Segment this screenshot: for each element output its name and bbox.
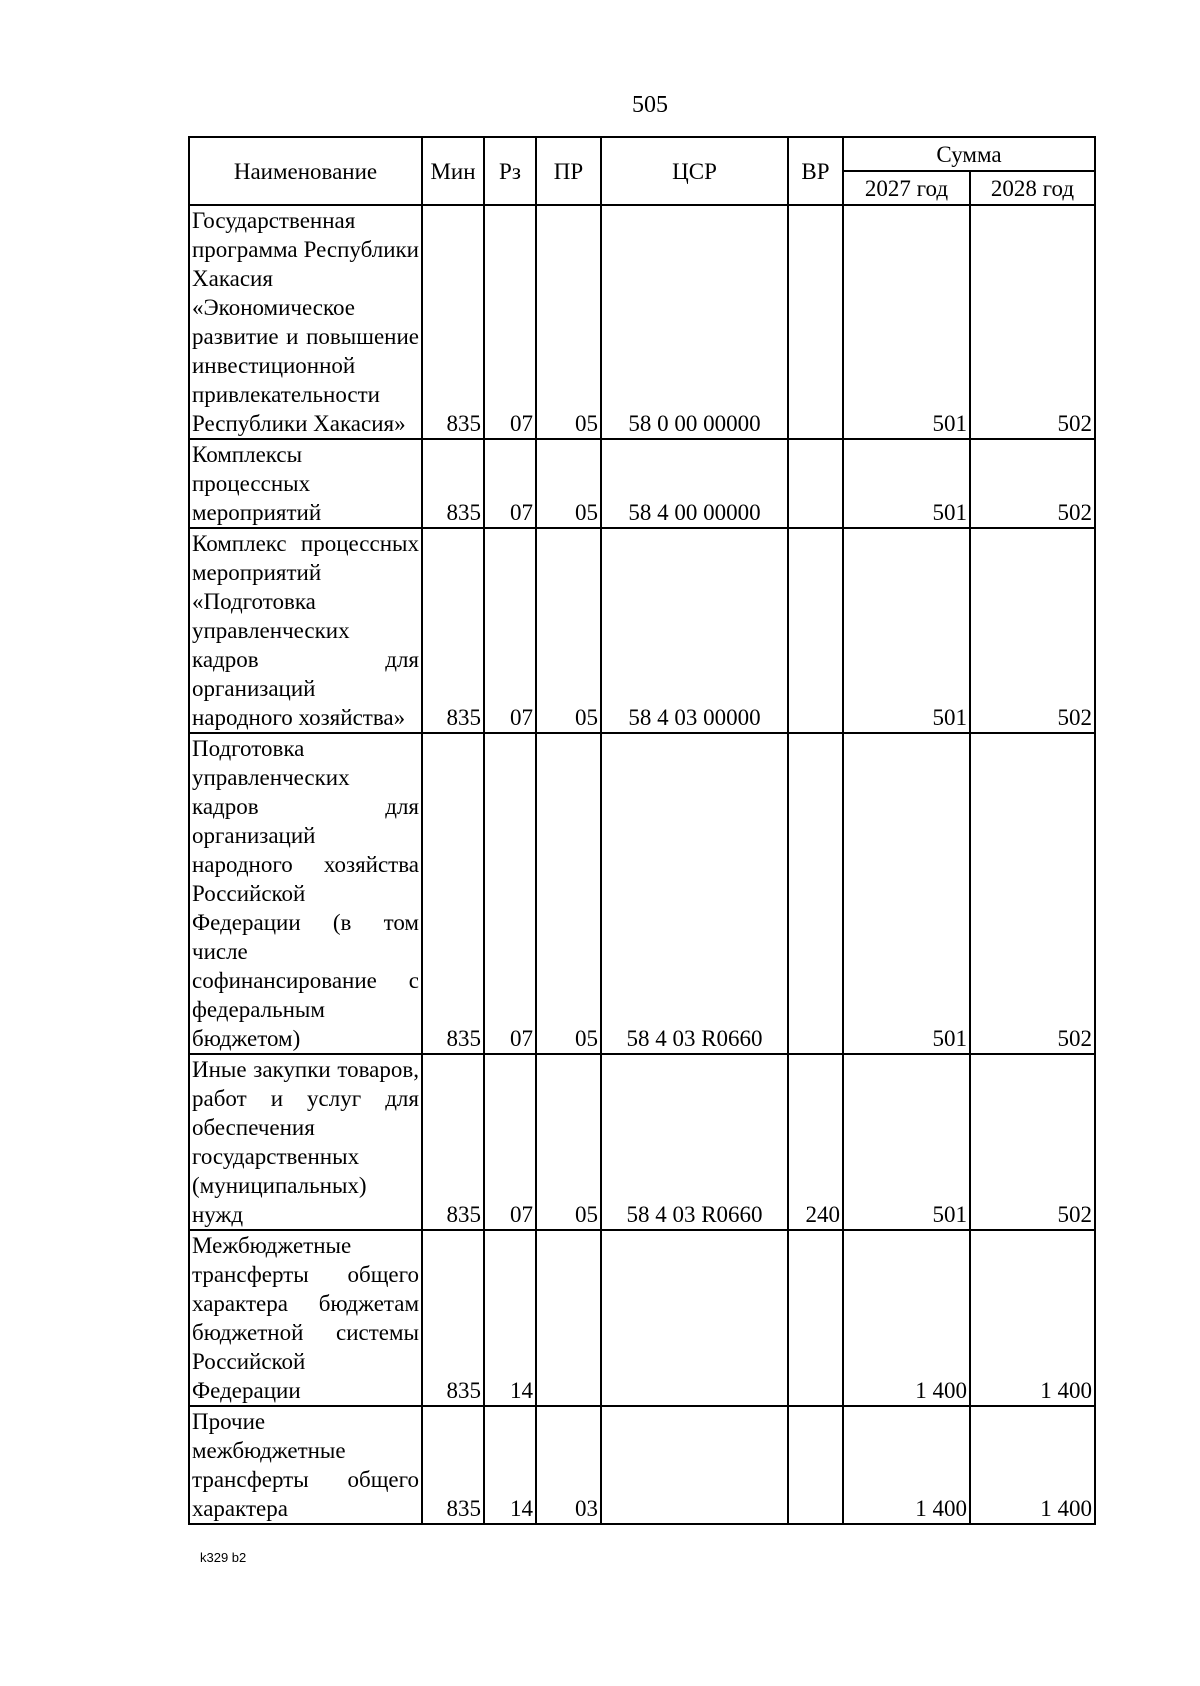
row-rz: 07 xyxy=(484,205,536,439)
table-row xyxy=(189,1230,1095,1406)
header-year-2028: 2028 год xyxy=(970,171,1095,205)
row-sum-2027: 501 xyxy=(843,1054,970,1230)
row-pr: 05 xyxy=(536,1054,601,1230)
row-pr xyxy=(536,1230,601,1406)
row-rz: 07 xyxy=(484,1054,536,1230)
row-vr xyxy=(788,1230,843,1406)
row-name: Подготовка управленческих кадров для организаций народного хозяйства Российской Федерации (в том числе софинансирование с федеральным бюджетом) xyxy=(189,733,422,1054)
row-pr: 05 xyxy=(536,528,601,733)
row-pr: 05 xyxy=(536,439,601,528)
row-min: 835 xyxy=(422,733,484,1054)
header-year-2027: 2027 год xyxy=(843,171,970,205)
row-vr xyxy=(788,1406,843,1524)
page-number: 505 xyxy=(632,92,668,118)
row-name: Государственная программа Республики Хакасия «Экономическое развитие и повышение инвестиционной привлекательности Республики Хакасия» xyxy=(189,205,422,439)
row-rz: 07 xyxy=(484,528,536,733)
header-csr: ЦСР xyxy=(601,137,788,205)
table-row xyxy=(189,439,1095,528)
row-csr: 58 0 00 00000 xyxy=(601,205,788,439)
table-row xyxy=(189,1406,1095,1524)
row-sum-2027: 501 xyxy=(843,528,970,733)
header-pr: ПР xyxy=(536,137,601,205)
row-rz: 14 xyxy=(484,1406,536,1524)
row-vr xyxy=(788,733,843,1054)
row-sum-2028: 502 xyxy=(970,733,1095,1054)
table-row xyxy=(189,1054,1095,1230)
row-vr: 240 xyxy=(788,1054,843,1230)
row-name: Прочие межбюджетные трансферты общего характера xyxy=(189,1406,422,1524)
row-sum-2027: 1 400 xyxy=(843,1230,970,1406)
row-name: Комплексы процессных мероприятий xyxy=(189,439,422,528)
row-name: Комплекс процессных мероприятий «Подготовка управленческих кадров для организаций народного хозяйства» xyxy=(189,528,422,733)
row-sum-2028: 502 xyxy=(970,528,1095,733)
row-csr xyxy=(601,1230,788,1406)
row-min: 835 xyxy=(422,1230,484,1406)
row-sum-2028: 502 xyxy=(970,205,1095,439)
table-row xyxy=(189,528,1095,733)
row-min: 835 xyxy=(422,205,484,439)
row-rz: 07 xyxy=(484,439,536,528)
row-min: 835 xyxy=(422,1406,484,1524)
table-row xyxy=(189,205,1095,439)
row-sum-2028: 502 xyxy=(970,1054,1095,1230)
row-sum-2027: 501 xyxy=(843,733,970,1054)
row-csr xyxy=(601,1406,788,1524)
header-name: Наименование xyxy=(189,137,422,205)
row-min: 835 xyxy=(422,439,484,528)
row-sum-2028: 1 400 xyxy=(970,1406,1095,1524)
row-vr xyxy=(788,528,843,733)
row-min: 835 xyxy=(422,1054,484,1230)
header-rz: Рз xyxy=(484,137,536,205)
row-vr xyxy=(788,439,843,528)
header-vr: ВР xyxy=(788,137,843,205)
row-sum-2027: 501 xyxy=(843,205,970,439)
row-csr: 58 4 00 00000 xyxy=(601,439,788,528)
row-sum-2027: 501 xyxy=(843,439,970,528)
row-rz: 14 xyxy=(484,1230,536,1406)
header-sum: Сумма xyxy=(843,137,1095,171)
row-csr: 58 4 03 00000 xyxy=(601,528,788,733)
row-csr: 58 4 03 R0660 xyxy=(601,733,788,1054)
row-min: 835 xyxy=(422,528,484,733)
row-sum-2028: 502 xyxy=(970,439,1095,528)
row-pr: 05 xyxy=(536,733,601,1054)
header-min: Мин xyxy=(422,137,484,205)
row-vr xyxy=(788,205,843,439)
table-row xyxy=(189,733,1095,1054)
row-csr: 58 4 03 R0660 xyxy=(601,1054,788,1230)
budget-table xyxy=(188,136,1096,1525)
row-name: Иные закупки товаров, работ и услуг для обеспечения государственных (муниципальных) нужд xyxy=(189,1054,422,1230)
row-sum-2028: 1 400 xyxy=(970,1230,1095,1406)
row-pr: 03 xyxy=(536,1406,601,1524)
row-pr: 05 xyxy=(536,205,601,439)
row-name: Межбюджетные трансферты общего характера бюджетам бюджетной системы Российской Федерации xyxy=(189,1230,422,1406)
footer-code: k329 b2 xyxy=(200,1550,247,1565)
table-header xyxy=(189,137,1095,205)
row-rz: 07 xyxy=(484,733,536,1054)
row-sum-2027: 1 400 xyxy=(843,1406,970,1524)
